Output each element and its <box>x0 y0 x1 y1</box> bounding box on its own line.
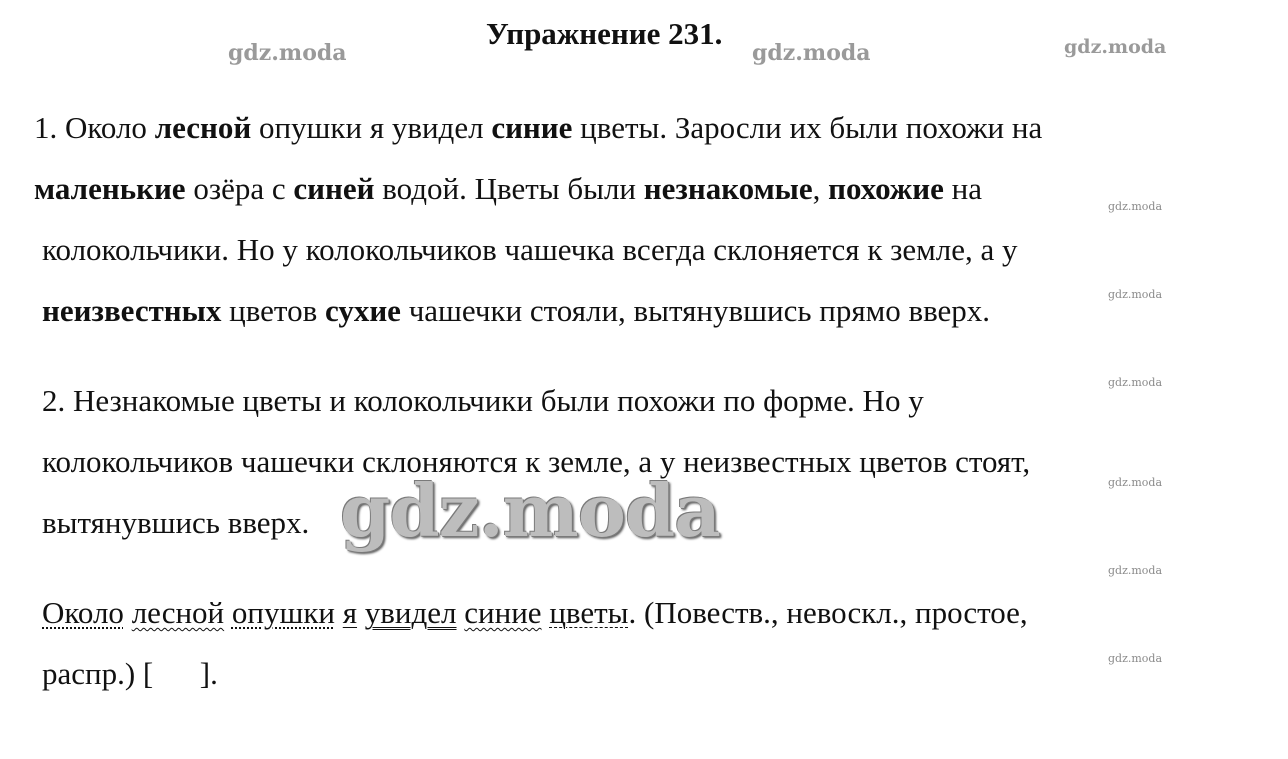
bold-word: синей <box>293 171 375 206</box>
adverbial-word: Около <box>42 595 124 630</box>
text-fragment: цветы. Заросли их были похожи на <box>572 110 1043 145</box>
watermark-side-6: gdz.moda <box>1108 652 1163 665</box>
paragraph-2-line-1: 2. Незнакомые цветы и колокольчики были похожи по форме. Но у <box>42 383 924 418</box>
bold-word: сухие <box>324 293 401 328</box>
adverbial-word: опушки <box>231 595 336 630</box>
watermark-top-center: gdz.moda <box>752 40 871 66</box>
bold-word: лесной <box>154 110 252 145</box>
paragraph-2-line-3: вытянувшись вверх. <box>42 505 310 540</box>
watermark-side-4: gdz.moda <box>1108 476 1163 489</box>
watermark-top-left: gdz.moda <box>228 40 347 66</box>
watermark-side-5: gdz.moda <box>1108 564 1163 577</box>
bold-word: маленькие <box>34 171 186 206</box>
text-fragment: чашечки стояли, вытянувшись прямо вверх. <box>400 293 991 328</box>
text-fragment: опушки я увидел <box>251 110 492 145</box>
subject-word: я <box>342 595 358 630</box>
analysis-tail: . (Повеств., невоскл., простое, <box>628 595 1028 630</box>
analysis-line-1 <box>42 593 1028 633</box>
watermark-side-3: gdz.moda <box>1108 376 1163 389</box>
text-fragment: цветов <box>221 293 325 328</box>
paragraph-1-line-2 <box>34 169 982 209</box>
text-fragment: , <box>812 171 829 206</box>
text-fragment: на <box>943 171 983 206</box>
paragraph-1-line-1 <box>34 108 1042 148</box>
paragraph-1-line-3: колокольчики. Но у колокольчиков чашечка всегда склоняется к земле, а у <box>42 232 1018 267</box>
bold-word: синие <box>491 110 573 145</box>
paragraph-2-line-2: колокольчиков чашечки склоняются к земле, а у неизвестных цветов стоят, <box>42 444 1031 479</box>
attribute-word: лесной <box>131 595 225 630</box>
bold-word: неизвестных <box>42 293 222 328</box>
watermark-center-big: gdz.moda <box>340 468 720 553</box>
text-fragment: водой. Цветы были <box>374 171 644 206</box>
watermark-side-2: gdz.moda <box>1108 288 1163 301</box>
object-word: цветы <box>549 595 629 630</box>
watermark-top-right: gdz.moda <box>1064 36 1167 58</box>
paragraph-1-line-4 <box>42 291 990 331</box>
text-fragment: 1. Около <box>34 110 155 145</box>
text-fragment: озёра с <box>185 171 294 206</box>
analysis-line-2: распр.) [ ]. <box>42 656 218 691</box>
watermark-side-1: gdz.moda <box>1108 200 1163 213</box>
predicate-word: увидел <box>364 595 457 630</box>
bold-word: похожие <box>828 171 944 206</box>
attribute-word: синие <box>464 595 542 630</box>
bold-word: незнакомые <box>643 171 813 206</box>
page-title: Упражнение 231. <box>486 16 723 51</box>
